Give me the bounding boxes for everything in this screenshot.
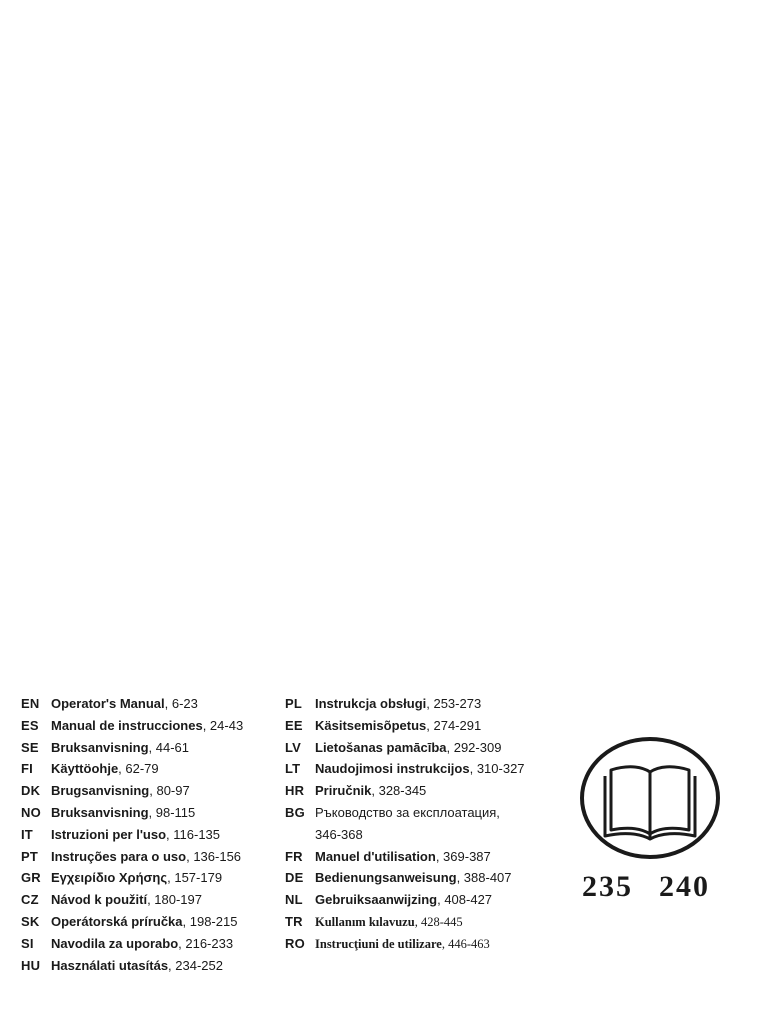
- manual-title: Gebruiksaanwijzing: [315, 892, 438, 908]
- manual-title: Navodila za uporabo: [51, 935, 179, 951]
- manual-title: Instruções para o uso: [51, 848, 187, 864]
- language-code: BG: [285, 804, 305, 820]
- page-range: , 44-61: [148, 739, 190, 755]
- manual-entry-ee: [285, 715, 575, 737]
- manual-entry-lv: [285, 737, 575, 759]
- manual-entry-bg-continued: [285, 824, 575, 846]
- manual-entry-en: [21, 693, 281, 715]
- manual-title: Operátorská príručka: [51, 913, 183, 929]
- manual-entry-gr: [21, 867, 281, 889]
- manual-entry-bg: [285, 802, 575, 824]
- language-code: LT: [285, 761, 301, 777]
- manual-entry-pl: [285, 693, 575, 715]
- language-code: NL: [285, 892, 303, 908]
- language-code: NO: [21, 804, 41, 820]
- language-code: RO: [285, 935, 305, 951]
- model-number: 240: [659, 870, 710, 903]
- manual-entry-ro: [285, 933, 575, 955]
- manual-entry-fi: [21, 758, 281, 780]
- language-code: CZ: [21, 892, 39, 908]
- language-code: DK: [21, 783, 41, 799]
- manual-entry-hu: [21, 955, 281, 977]
- page-range: , 98-115: [148, 804, 196, 820]
- manual-title: Instrukcja obsługi: [315, 696, 427, 711]
- manual-title: Naudojimosi instrukcijos: [315, 761, 470, 777]
- manual-entry-cz: [21, 889, 281, 911]
- language-code: PL: [285, 696, 303, 711]
- manual-entry-es: [21, 715, 281, 737]
- page-range: , 216-233: [178, 935, 234, 951]
- language-code: DE: [285, 870, 304, 886]
- manual-title: Manual de instrucciones: [51, 717, 203, 733]
- page-range: , 428-445: [414, 914, 463, 929]
- manual-title: Εγχειρίδιο Χρήσης: [51, 870, 168, 886]
- manual-entry-tr: [285, 911, 575, 933]
- page-range: , 369-387: [435, 848, 491, 864]
- manual-title: Bruksanvisning: [51, 804, 149, 820]
- manual-title: Ръководство за експлоатация,: [315, 804, 500, 820]
- manual-title: Bruksanvisning: [51, 739, 149, 755]
- page-range: , 446-463: [441, 936, 490, 951]
- page-range: , 408-427: [437, 892, 493, 908]
- language-code: FR: [285, 848, 303, 864]
- page-range: , 80-97: [149, 783, 190, 799]
- page-range: , 180-197: [147, 892, 202, 908]
- language-code: GR: [21, 870, 41, 886]
- manual-entry-hr: [285, 780, 575, 802]
- language-code: SE: [21, 739, 39, 755]
- page-range: , 253-273: [426, 696, 482, 711]
- page-range: , 274-291: [426, 717, 482, 733]
- page-range: , 6-23: [164, 696, 198, 711]
- manual-title: Käsitsemisõpetus: [315, 717, 427, 733]
- page-range: , 328-345: [371, 783, 427, 799]
- manual-entry-sk: [21, 911, 281, 933]
- manual-title: Lietošanas pamācība: [315, 739, 447, 755]
- manual-title: Instrucţiuni de utilizare: [315, 936, 442, 951]
- language-code: FI: [21, 761, 33, 777]
- open-book-icon: [579, 736, 721, 860]
- manual-title: Návod k použití: [51, 892, 148, 908]
- language-code: EE: [285, 717, 303, 733]
- page-range: , 388-407: [456, 870, 512, 886]
- manual-entry-fr: [285, 846, 575, 868]
- manual-entry-no: [21, 802, 281, 824]
- page-range: , 310-327: [469, 761, 525, 777]
- manual-title: Operator's Manual: [51, 696, 165, 711]
- manual-title: Brugsanvisning: [51, 783, 150, 799]
- manual-entry-lt: [285, 758, 575, 780]
- language-code: LV: [285, 739, 302, 755]
- page-range: , 234-252: [168, 957, 223, 973]
- page-range: , 292-309: [446, 739, 502, 755]
- manual-entry-de: [285, 867, 575, 889]
- page-range: , 157-179: [167, 870, 223, 886]
- manual-title: Manuel d'utilisation: [315, 848, 436, 864]
- language-code: TR: [285, 913, 303, 929]
- manual-title: Käyttöohje: [51, 761, 119, 777]
- language-code: SK: [21, 913, 40, 929]
- manual-entry-nl: [285, 889, 575, 911]
- manual-list-right: [285, 693, 575, 955]
- language-code: PT: [21, 848, 39, 864]
- page-range: 346-368: [315, 826, 363, 842]
- manual-entry-pt: [21, 846, 281, 868]
- page-range: , 198-215: [182, 913, 238, 929]
- manual-entry-si: [21, 933, 281, 955]
- language-code: SI: [21, 935, 34, 951]
- page-range: , 116-135: [166, 826, 221, 842]
- manual-title: Priručnik: [315, 783, 372, 799]
- language-code: EN: [21, 696, 40, 711]
- model-number: 235: [582, 870, 633, 903]
- manual-list-left: [21, 693, 281, 976]
- language-code: HR: [285, 783, 305, 799]
- language-code: IT: [21, 826, 33, 842]
- page-range: , 24-43: [202, 717, 244, 733]
- page-range: , 136-156: [186, 848, 242, 864]
- manual-title: Használati utasítás: [51, 957, 169, 973]
- manual-entry-se: [21, 737, 281, 759]
- page-range: , 62-79: [118, 761, 159, 777]
- manual-title: Istruzioni per l'uso: [51, 826, 167, 842]
- model-numbers: [582, 870, 710, 904]
- language-code: HU: [21, 957, 41, 973]
- manual-title: Bedienungsanweisung: [315, 870, 457, 886]
- language-code: ES: [21, 717, 39, 733]
- manual-title: Kullanım kılavuzu: [315, 914, 415, 929]
- manual-entry-it: [21, 824, 281, 846]
- manual-entry-dk: [21, 780, 281, 802]
